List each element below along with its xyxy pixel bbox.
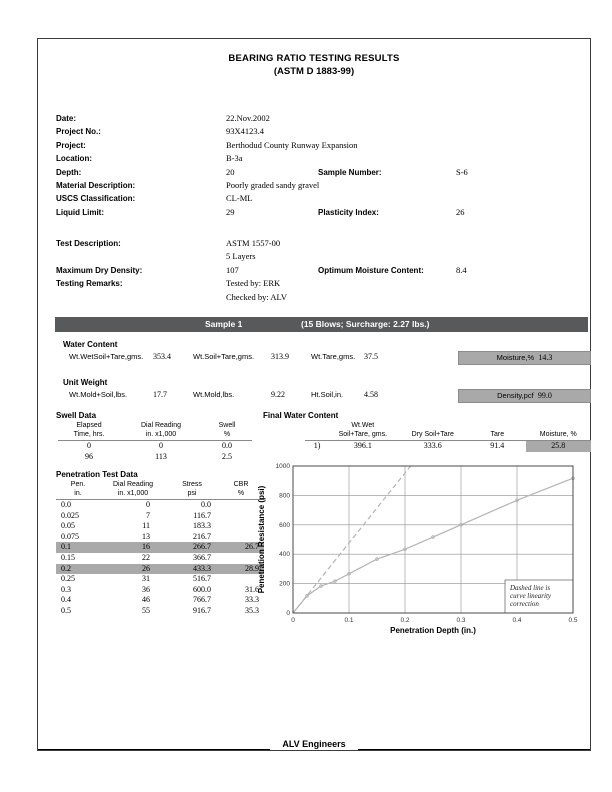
info-row-uscs xyxy=(38,192,590,205)
max-dry-density-value: 107 xyxy=(226,264,239,275)
penetration-chart xyxy=(251,457,591,645)
table-row: 0.15 22 366.7 xyxy=(61,552,211,562)
project-no-value: 93X4123.4 xyxy=(226,126,265,137)
info-row-material xyxy=(38,179,590,192)
depth-value: 20 xyxy=(226,166,235,177)
depth-label: Depth: xyxy=(56,167,82,177)
info-row-date xyxy=(38,112,590,125)
swell-heading: Swell Data xyxy=(56,411,97,420)
row-index: 1) xyxy=(313,441,321,450)
test-description-label: Test Description: xyxy=(56,239,121,248)
svg-text:800: 800 xyxy=(279,492,290,500)
svg-text:0.4: 0.4 xyxy=(512,617,522,624)
svg-text:1000: 1000 xyxy=(275,463,290,470)
density-result-box xyxy=(458,389,591,403)
material-value: Poorly graded sandy gravel xyxy=(226,179,320,190)
final-water-content-section xyxy=(263,411,591,452)
footer-rule-right xyxy=(358,736,590,750)
info-row-project xyxy=(38,139,590,152)
soil-tare-label: Wt.Soil+Tare,gms. xyxy=(193,352,255,361)
svg-text:Penetration Depth (in.): Penetration Depth (in.) xyxy=(390,626,476,635)
svg-text:0.2: 0.2 xyxy=(400,617,410,624)
sample-number-value: S-6 xyxy=(456,166,468,177)
table-row-highlighted: 0.2 26 433.3 28.9 xyxy=(56,564,264,575)
table-row: 96 113 2.5 xyxy=(85,451,232,461)
table-row: 0.4 46 766.7 33.3 xyxy=(61,595,259,605)
penetration-heading: Penetration Test Data xyxy=(56,470,138,479)
mold-soil-value: 17.7 xyxy=(153,390,167,399)
svg-text:correction: correction xyxy=(510,600,539,608)
final-water-heading: Final Water Content xyxy=(263,411,339,420)
report-footer xyxy=(38,736,590,750)
svg-text:Penetration Resistance (psi): Penetration Resistance (psi) xyxy=(257,485,266,594)
svg-text:400: 400 xyxy=(279,551,290,559)
svg-text:0.3: 0.3 xyxy=(456,617,466,624)
report-page xyxy=(37,38,591,751)
project-label: Project: xyxy=(56,140,86,150)
checked-by-value: Checked by: ALV xyxy=(226,291,288,302)
penetration-data-section xyxy=(56,470,266,617)
soil-height-value: 4.58 xyxy=(364,390,378,399)
uscs-value: CL-ML xyxy=(226,193,253,204)
swell-data-section xyxy=(56,411,256,462)
mold-soil-label: Wt.Mold+Soil,lbs. xyxy=(69,390,128,399)
plasticity-index-label: Plasticity Index: xyxy=(318,207,379,217)
svg-text:curve linearity: curve linearity xyxy=(510,592,552,600)
unit-weight-section xyxy=(38,378,590,403)
omc-label: Optimum Moisture Content: xyxy=(318,265,424,275)
sample-name: Sample 1 xyxy=(205,319,243,329)
water-content-section xyxy=(38,340,590,365)
date-value: 22.Nov.2002 xyxy=(226,113,270,123)
project-value: Berthodud County Runway Expansion xyxy=(226,139,358,150)
test-description-line2: 5 Layers xyxy=(226,251,256,262)
penetration-table: Pen. Dial Reading Stress CBR in. in. x1,000 psi % 0.0 0 0.0 0.025 7 116.7 0.05 11 183.3 0.075 13 216.7 0.1 16 266.7 26.7 0.15 22 366.7 0.2 26 433.3 28.9 0.25 31 516.7 0.3 36 600.0 31.6 0.4 46 766.7 33.3 0.5 55 916.7 35.3 xyxy=(56,481,264,617)
max-dry-density-label: Maximum Dry Density: xyxy=(56,265,143,275)
moisture-result-box xyxy=(458,351,591,365)
density-result-label: Density,pcf xyxy=(497,391,534,400)
location-value: B-3a xyxy=(226,153,243,164)
table-row: 0.5 55 916.7 35.3 xyxy=(61,605,259,615)
testing-remarks-label: Testing Remarks: xyxy=(56,279,123,289)
svg-text:0.5: 0.5 xyxy=(568,617,578,624)
report-header xyxy=(38,53,590,77)
info-row-project-no xyxy=(38,125,590,138)
table-row: 0 0 0.0 xyxy=(87,441,232,450)
table-row: 1) 396.1 333.6 91.4 25.8 xyxy=(305,441,591,452)
date-label: Date: xyxy=(56,114,77,123)
table-row-highlighted: 0.1 16 266.7 26.7 xyxy=(56,542,264,553)
penetration-chart-svg xyxy=(251,457,591,645)
moisture-result-value: 14.3 xyxy=(538,353,553,362)
wet-soil-tare-label: Wt.WetSoil+Tare,gms. xyxy=(69,352,144,361)
svg-text:0.1: 0.1 xyxy=(344,617,354,624)
soil-tare-value: 313.9 xyxy=(271,352,289,361)
uscs-label: USCS Classification: xyxy=(56,194,136,204)
footer-company-name: ALV Engineers xyxy=(282,739,346,749)
table-row: 0.3 36 600.0 31.6 xyxy=(61,584,259,594)
omc-value: 8.4 xyxy=(456,264,467,275)
unit-weight-heading: Unit Weight xyxy=(63,378,108,387)
table-row: 0.025 7 116.7 xyxy=(61,510,211,520)
svg-text:200: 200 xyxy=(279,580,290,588)
final-moisture-highlight: 25.8 xyxy=(526,441,591,452)
material-label: Material Description: xyxy=(56,180,136,190)
project-no-label: Project No.: xyxy=(56,127,101,137)
info-row-location xyxy=(38,152,590,165)
info-row-liquid-limit xyxy=(38,206,590,219)
table-row: 0.075 13 216.7 xyxy=(61,531,211,541)
test-description-line1: ASTM 1557-00 xyxy=(226,238,281,248)
table-row: 0.05 11 183.3 xyxy=(61,521,211,531)
page-subtitle: (ASTM D 1883-99) xyxy=(273,66,355,77)
density-result-value: 99.0 xyxy=(537,391,552,400)
svg-text:Dashed line is: Dashed line is xyxy=(510,584,551,592)
liquid-limit-label: Liquid Limit: xyxy=(56,207,104,217)
sample-number-label: Sample Number: xyxy=(318,167,382,177)
wet-soil-tare-value: 353.4 xyxy=(153,352,171,361)
test-description-block xyxy=(38,237,590,304)
swell-table: Elapsed Dial Reading Swell Time, hrs. in. x1,000 % 0 0 0.0 96 113 2.5 xyxy=(58,422,252,462)
page-title: BEARING RATIO TESTING RESULTS xyxy=(228,53,400,64)
plasticity-index-value: 26 xyxy=(456,206,465,217)
info-row-depth xyxy=(38,166,590,179)
soil-height-label: Ht.Soil,in. xyxy=(311,390,344,399)
location-label: Location: xyxy=(56,154,92,164)
tested-by-value: Tested by: ERK xyxy=(226,278,281,289)
water-content-heading: Water Content xyxy=(63,340,118,349)
svg-text:0: 0 xyxy=(291,617,295,624)
footer-rule-left xyxy=(38,736,270,750)
tare-label: Wt.Tare,gms. xyxy=(311,352,356,361)
table-row: 0.25 31 516.7 xyxy=(61,574,211,584)
svg-text:0: 0 xyxy=(286,610,290,617)
table-row: 0.0 0 0.0 xyxy=(61,500,211,509)
final-water-table: Wt.Wet Soil+Tare, gms. Dry Soil+Tare Tare Moisture, % 1) 396.1 333.6 91.4 25.8 xyxy=(305,422,591,452)
project-info xyxy=(38,112,590,219)
tare-value: 37.5 xyxy=(364,352,378,361)
liquid-limit-value: 29 xyxy=(226,206,235,217)
moisture-result-label: Moisture,% xyxy=(496,353,535,362)
sample-conditions: (15 Blows; Surcharge: 2.27 lbs.) xyxy=(301,319,430,329)
mold-value: 9.22 xyxy=(271,390,285,399)
mold-label: Wt.Mold,lbs. xyxy=(193,390,235,399)
sample-header-bar xyxy=(55,317,588,332)
svg-text:600: 600 xyxy=(279,521,290,529)
